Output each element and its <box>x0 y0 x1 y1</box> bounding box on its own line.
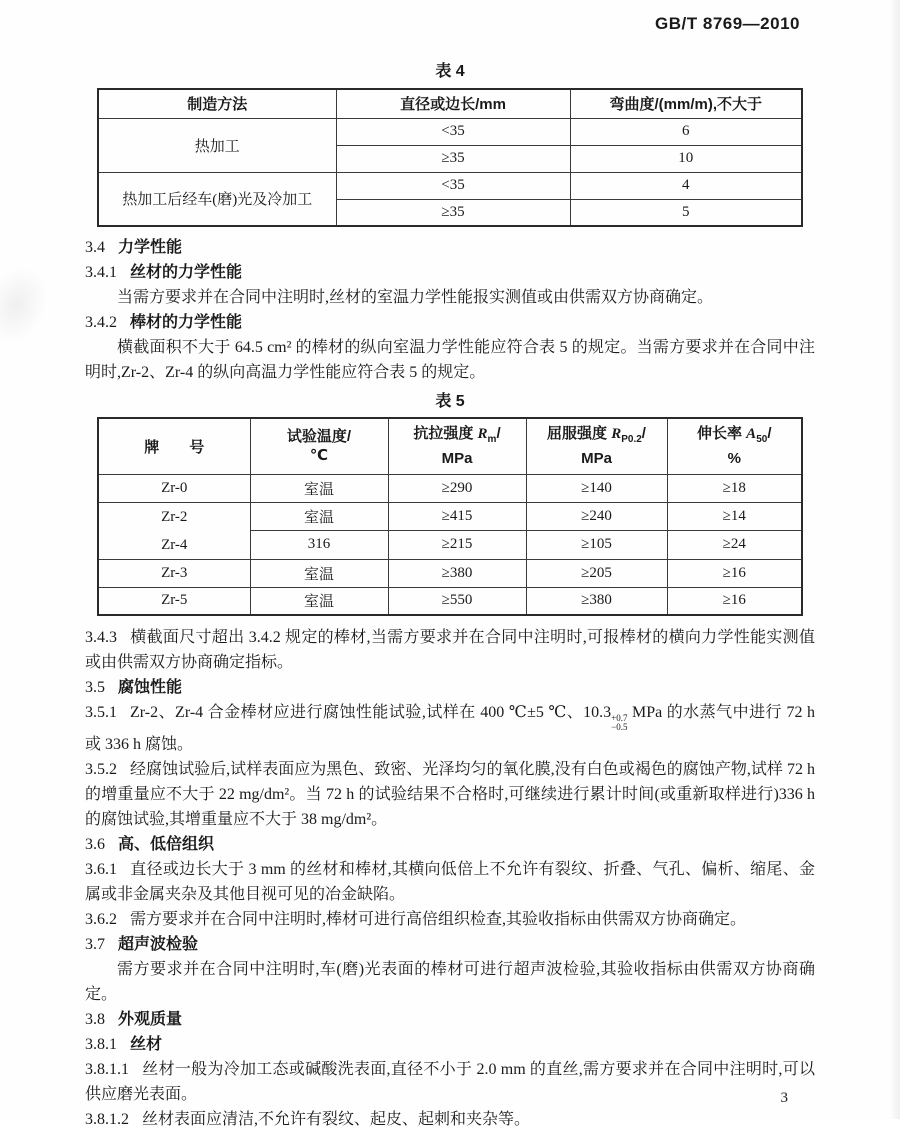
table5-header-grade: 牌 号 <box>98 418 250 474</box>
section-heading-3-5: 3.5 腐蚀性能 <box>85 679 183 696</box>
table4-header-method: 制造方法 <box>98 89 336 118</box>
table4-bend-cell: 10 <box>570 145 802 172</box>
pressure-tolerance-notation: +0.7 −0.5 <box>611 713 628 732</box>
table-row <box>98 172 802 199</box>
sections-b <box>85 625 815 1132</box>
section-heading-3-4: 3.4 力学性能 <box>85 239 183 256</box>
page-number: 3 <box>780 1090 788 1106</box>
table4 <box>97 88 803 227</box>
elong-cell: ≥16 <box>667 559 802 587</box>
table-row <box>98 474 802 502</box>
grade-cell: Zr-3 <box>98 559 250 587</box>
table4-bend-cell: 6 <box>570 118 802 145</box>
table-row <box>98 502 802 531</box>
table5-header-temp: 试验温度/ ℃ <box>250 418 388 474</box>
grade-cell-merged: Zr-2 Zr-4 <box>98 502 250 559</box>
table5-header-yield: 屈服强度 $R_{P0.2}/$ MPa <box>526 418 667 474</box>
table4-method-cell: 热加工后经车(磨)光及冷加工 <box>98 172 336 226</box>
tensile-cell: ≥550 <box>388 587 526 615</box>
table5-header-elong: 伸长率 $A_{50}/$ % <box>667 418 802 474</box>
temp-cell: 室温 <box>250 502 388 531</box>
elong-cell: ≥16 <box>667 587 802 615</box>
table4-size-cell: <35 <box>336 118 570 145</box>
paragraph-3-8-1-2: 3.8.1.2 丝材表面应清洁,不允许有裂纹、起皮、起刺和夹杂等。 <box>85 1111 531 1128</box>
section-heading-3-7: 3.7 超声波检验 <box>85 936 199 953</box>
table4-method-cell: 热加工 <box>98 118 336 172</box>
paragraph-3-6-2: 3.6.2 需方要求并在合同中注明时,棒材可进行高倍组织检查,其验收指标由供需双方协商确定。 <box>85 911 747 928</box>
yield-cell: ≥240 <box>526 502 667 531</box>
sections-a <box>85 235 815 385</box>
section-heading-3-4-2: 3.4.2 棒材的力学性能 <box>85 314 243 331</box>
table4-size-cell: ≥35 <box>336 145 570 172</box>
temp-cell: 316 <box>250 531 388 560</box>
paragraph-3-5-1: 3.5.1 Zr-2、Zr-4 合金棒材应进行腐蚀性能试验,试样在 400 ℃±5 ℃、10.3 +0.7 −0.5 MPa 的水蒸气中进行 72 h 或 336 h 腐蚀。 <box>85 704 815 753</box>
table-row <box>98 118 802 145</box>
yield-cell: ≥380 <box>526 587 667 615</box>
table4-header-bend: 弯曲度/(mm/m),不大于 <box>570 89 802 118</box>
table4-size-cell: <35 <box>336 172 570 199</box>
section-heading-3-8-1: 3.8.1 丝材 <box>85 1036 163 1053</box>
paragraph-3-7-body: 需方要求并在合同中注明时,车(磨)光表面的棒材可进行超声波检验,其验收指标由供需双方协商确定。 <box>85 961 815 1003</box>
section-heading-3-6: 3.6 高、低倍组织 <box>85 836 215 853</box>
tensile-cell: ≥290 <box>388 474 526 502</box>
section-heading-3-4-1: 3.4.1 丝材的力学性能 <box>85 264 243 281</box>
temp-cell: 室温 <box>250 474 388 502</box>
table4-bend-cell: 4 <box>570 172 802 199</box>
section-heading-3-8: 3.8 外观质量 <box>85 1011 183 1028</box>
paragraph-3-4-1-body: 当需方要求并在合同中注明时,丝材的室温力学性能报实测值或由供需双方协商确定。 <box>117 289 714 306</box>
paragraph-3-6-1: 3.6.1 直径或边长大于 3 mm 的丝材和棒材,其横向低倍上不允许有裂纹、折叠、气孔、偏析、缩尾、金属或非金属夹杂及其他目视可见的冶金缺陷。 <box>85 861 815 903</box>
tensile-cell: ≥215 <box>388 531 526 560</box>
page-content <box>0 58 900 1132</box>
table5 <box>97 417 803 616</box>
table4-title: 表 4 <box>435 63 465 80</box>
table4-header-row <box>98 89 802 118</box>
doc-number: GB/T 8769—2010 <box>655 14 800 33</box>
temp-cell: 室温 <box>250 587 388 615</box>
table4-size-cell: ≥35 <box>336 199 570 226</box>
table4-header-size: 直径或边长/mm <box>336 89 570 118</box>
paragraph-3-4-2-body: 横截面积不大于 64.5 cm² 的棒材的纵向室温力学性能应符合表 5 的规定。当需方要求并在合同中注明时,Zr-2、Zr-4 的纵向高温力学性能应符合表 5 的规定。 <box>85 339 815 381</box>
paragraph-3-5-2: 3.5.2 经腐蚀试验后,试样表面应为黑色、致密、光泽均匀的氧化膜,没有白色或褐色的腐蚀产物,试样 72 h 的增重量应不大于 22 mg/dm²。当 72 h 的试验结果不合格时,可继续进行累计时间(或重新取样进行)336 h 的腐蚀试验,其增重量应不大于 38 mg/dm²。 <box>85 761 815 828</box>
elong-cell: ≥24 <box>667 531 802 560</box>
tensile-cell: ≥380 <box>388 559 526 587</box>
elong-cell: ≥18 <box>667 474 802 502</box>
temp-cell: 室温 <box>250 559 388 587</box>
paragraph-3-4-3: 3.4.3 横截面尺寸超出 3.4.2 规定的棒材,当需方要求并在合同中注明时,可报棒材的横向力学性能实测值或由供需双方协商确定指标。 <box>85 629 815 671</box>
yield-cell: ≥140 <box>526 474 667 502</box>
table5-header-row <box>98 418 802 474</box>
grade-cell: Zr-5 <box>98 587 250 615</box>
grade-cell: Zr-0 <box>98 474 250 502</box>
table5-header-tensile: 抗拉强度 $R_m/$ MPa <box>388 418 526 474</box>
yield-cell: ≥205 <box>526 559 667 587</box>
table-row <box>98 559 802 587</box>
table5-title: 表 5 <box>435 393 465 410</box>
elong-cell: ≥14 <box>667 502 802 531</box>
tensile-cell: ≥415 <box>388 502 526 531</box>
table-row <box>98 587 802 615</box>
yield-cell: ≥105 <box>526 531 667 560</box>
table4-bend-cell: 5 <box>570 199 802 226</box>
paragraph-3-8-1-1: 3.8.1.1 丝材一般为冷加工态或碱酸洗表面,直径不小于 2.0 mm 的直丝,需方要求并在合同中注明时,可以供应磨光表面。 <box>85 1061 815 1103</box>
